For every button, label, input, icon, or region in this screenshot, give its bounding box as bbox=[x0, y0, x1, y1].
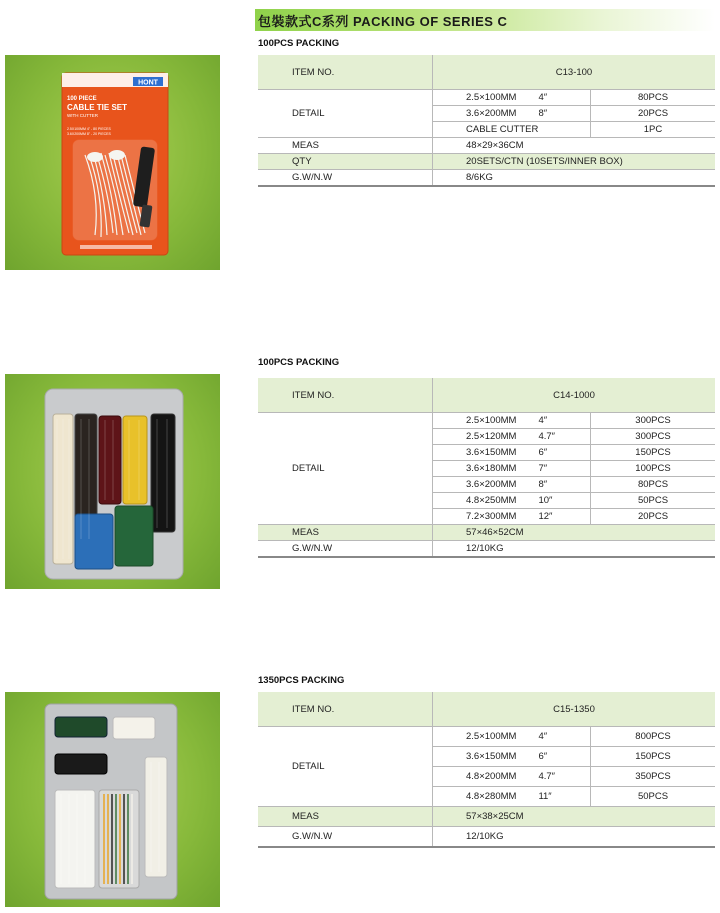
detail-size: 4.8×280MM 11″ bbox=[433, 787, 591, 807]
gw-value: 8/6KG bbox=[433, 170, 716, 187]
gw-label: G.W/N.W bbox=[258, 541, 433, 558]
detail-label: DETAIL bbox=[258, 413, 433, 525]
item-no-label: ITEM NO. bbox=[258, 55, 433, 90]
ties-yellow bbox=[123, 416, 147, 504]
spec-table-c13 bbox=[258, 55, 715, 187]
product-photo-c14 bbox=[5, 374, 220, 589]
ties-green bbox=[115, 506, 153, 566]
detail-qty: 50PCS bbox=[591, 493, 716, 509]
detail-qty: 100PCS bbox=[591, 461, 716, 477]
packing-label-c15: 1350PCS PACKING bbox=[258, 675, 345, 686]
detail-qty: 80PCS bbox=[591, 477, 716, 493]
detail-qty: 800PCS bbox=[591, 727, 716, 747]
ties-black bbox=[55, 754, 107, 774]
meas-value: 57×38×25CM bbox=[433, 807, 716, 827]
item-no-value: C15-1350 bbox=[433, 692, 716, 727]
product-photo-c13 bbox=[5, 55, 220, 270]
card-line1: 100 PIECE bbox=[67, 96, 97, 102]
item-no-value: C14-1000 bbox=[433, 378, 716, 413]
gw-value: 12/10KG bbox=[433, 827, 716, 848]
detail-size: 2.5×100MM 4″ bbox=[433, 727, 591, 747]
detail-label: DETAIL bbox=[258, 727, 433, 807]
ties-red bbox=[99, 416, 121, 504]
detail-size: CABLE CUTTER bbox=[433, 122, 591, 138]
ties-green-small bbox=[55, 717, 107, 737]
detail-qty: 20PCS bbox=[591, 509, 716, 525]
detail-qty: 150PCS bbox=[591, 445, 716, 461]
packing-label-c14: 100PCS PACKING bbox=[258, 357, 340, 368]
ties-white-small bbox=[113, 717, 155, 739]
qty-value: 20SETS/CTN (10SETS/INNER BOX) bbox=[433, 154, 716, 170]
page-title: 包裝款式C系列 PACKING OF SERIES C bbox=[258, 14, 508, 29]
ties-white-long bbox=[145, 757, 167, 877]
detail-size: 3.6×150MM 6″ bbox=[433, 747, 591, 767]
detail-label: DETAIL bbox=[258, 90, 433, 138]
detail-size: 2.5×120MM 4.7″ bbox=[433, 429, 591, 445]
ties-black-large bbox=[151, 414, 175, 532]
spec-table-c15 bbox=[258, 692, 715, 848]
item-no-label: ITEM NO. bbox=[258, 692, 433, 727]
detail-qty: 1PC bbox=[591, 122, 716, 138]
gw-value: 12/10KG bbox=[433, 541, 716, 558]
detail-qty: 20PCS bbox=[591, 106, 716, 122]
card-line2: CABLE TIE SET bbox=[67, 103, 128, 112]
product-photo-c15 bbox=[5, 692, 220, 907]
meas-label: MEAS bbox=[258, 138, 433, 154]
detail-qty: 50PCS bbox=[591, 787, 716, 807]
spec-table-c14 bbox=[258, 378, 715, 558]
detail-qty: 150PCS bbox=[591, 747, 716, 767]
detail-size: 3.6×180MM 7″ bbox=[433, 461, 591, 477]
item-no-value: C13-100 bbox=[433, 55, 716, 90]
ties-mixed-bundle bbox=[99, 790, 139, 888]
detail-size: 7.2×300MM 12″ bbox=[433, 509, 591, 525]
meas-value: 48×29×36CM bbox=[433, 138, 716, 154]
card-note1: 2.5X100MM 4" - 80 PIECES bbox=[67, 127, 111, 131]
detail-size: 3.6×200MM 8″ bbox=[433, 477, 591, 493]
detail-size: 4.8×200MM 4.7″ bbox=[433, 767, 591, 787]
detail-size: 2.5×100MM 4″ bbox=[433, 90, 591, 106]
detail-qty: 300PCS bbox=[591, 413, 716, 429]
meas-value: 57×46×52CM bbox=[433, 525, 716, 541]
meas-label: MEAS bbox=[258, 807, 433, 827]
detail-qty: 300PCS bbox=[591, 429, 716, 445]
detail-size: 4.8×250MM 10″ bbox=[433, 493, 591, 509]
detail-size: 3.6×200MM 8″ bbox=[433, 106, 591, 122]
packing-label-c13: 100PCS PACKING bbox=[258, 38, 340, 49]
gw-label: G.W/N.W bbox=[258, 827, 433, 848]
item-no-label: ITEM NO. bbox=[258, 378, 433, 413]
detail-size: 2.5×100MM 4″ bbox=[433, 413, 591, 429]
gw-label: G.W/N.W bbox=[258, 170, 433, 187]
detail-qty: 350PCS bbox=[591, 767, 716, 787]
detail-qty: 80PCS bbox=[591, 90, 716, 106]
meas-label: MEAS bbox=[258, 525, 433, 541]
brand-text: HONT bbox=[138, 79, 158, 87]
qty-label: QTY bbox=[258, 154, 433, 170]
card-line3: WITH CUTTER bbox=[67, 113, 98, 118]
card-note2: 3.6X200MM 8" - 20 PIECES bbox=[67, 132, 111, 136]
detail-size: 3.6×150MM 6″ bbox=[433, 445, 591, 461]
